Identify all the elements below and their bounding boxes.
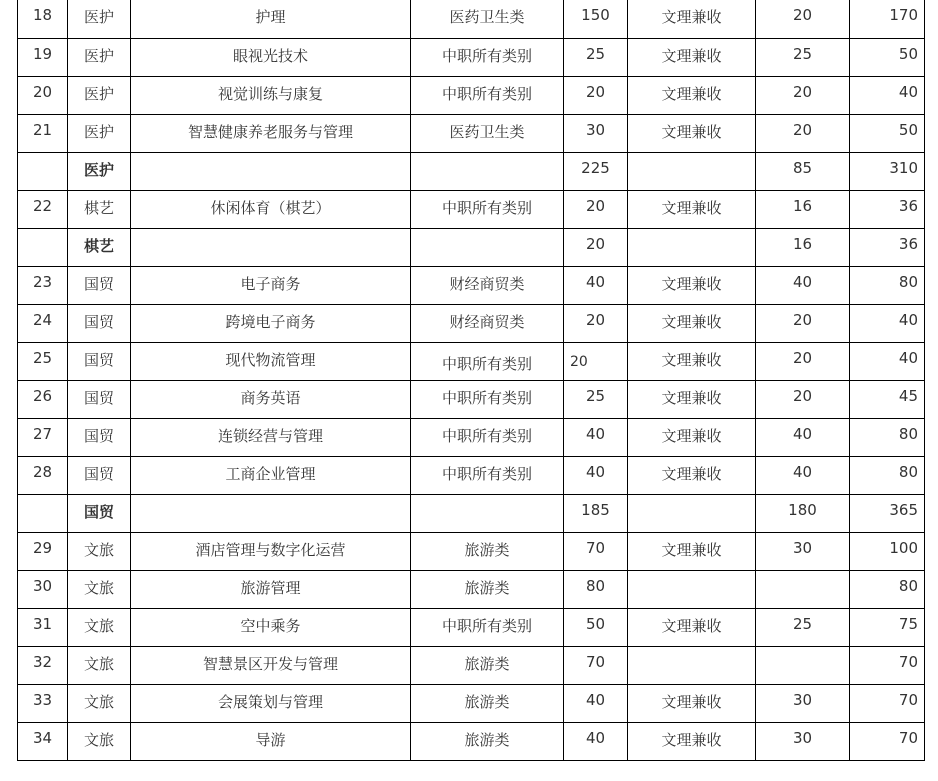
- cell-total: 170: [850, 0, 925, 38]
- cell-major-name: 智慧景区开发与管理: [131, 646, 411, 684]
- cell-serial-number: 25: [18, 342, 68, 380]
- cell-subject-scope: 文理兼收: [628, 38, 756, 76]
- cell-major-name: 工商企业管理: [131, 456, 411, 494]
- cell-plan-count-b: 30: [756, 684, 850, 722]
- table-row: [18, 684, 925, 722]
- cell-department: 国贸: [68, 418, 131, 456]
- cell-major-name: 跨境电子商务: [131, 304, 411, 342]
- cell-major-name: [131, 494, 411, 532]
- cell-major-name: 空中乘务: [131, 608, 411, 646]
- cell-subject-scope: 文理兼收: [628, 380, 756, 418]
- cell-total: 80: [850, 570, 925, 608]
- table-row: [18, 0, 925, 38]
- cell-major-name: 眼视光技术: [131, 38, 411, 76]
- cell-subject-scope: [628, 646, 756, 684]
- cell-subject-scope: [628, 152, 756, 190]
- cell-serial-number: [18, 494, 68, 532]
- table-row: [18, 646, 925, 684]
- cell-serial-number: 33: [18, 684, 68, 722]
- cell-subject-scope: [628, 494, 756, 532]
- cell-subject-scope: 文理兼收: [628, 190, 756, 228]
- cell-department: 国贸: [68, 380, 131, 418]
- cell-serial-number: 18: [18, 0, 68, 38]
- cell-total: 40: [850, 76, 925, 114]
- cell-total: 45: [850, 380, 925, 418]
- cell-subject-scope: 文理兼收: [628, 304, 756, 342]
- cell-plan-count-b: 30: [756, 532, 850, 570]
- cell-plan-count-b: 40: [756, 266, 850, 304]
- cell-enroll-category: [411, 228, 564, 266]
- cell-plan-count-a: 40: [564, 722, 628, 760]
- cell-enroll-category: 中职所有类别: [411, 456, 564, 494]
- cell-total: 70: [850, 684, 925, 722]
- cell-enroll-category: [411, 152, 564, 190]
- cell-department: 棋艺: [68, 190, 131, 228]
- table-row: [18, 380, 925, 418]
- cell-plan-count-b: 20: [756, 380, 850, 418]
- cell-major-name: [131, 152, 411, 190]
- cell-plan-count-a: 20: [564, 342, 628, 380]
- cell-plan-count-b: [756, 646, 850, 684]
- cell-major-name: 智慧健康养老服务与管理: [131, 114, 411, 152]
- table-row: [18, 190, 925, 228]
- cell-subject-scope: 文理兼收: [628, 0, 756, 38]
- cell-plan-count-a: 20: [564, 76, 628, 114]
- cell-total: 36: [850, 228, 925, 266]
- cell-total: 100: [850, 532, 925, 570]
- cell-subject-scope: 文理兼收: [628, 608, 756, 646]
- cell-plan-count-a: 50: [564, 608, 628, 646]
- cell-department: 国贸: [68, 494, 131, 532]
- cell-plan-count-b: 25: [756, 608, 850, 646]
- cell-plan-count-a: 185: [564, 494, 628, 532]
- table-row: [18, 76, 925, 114]
- cell-department: 医护: [68, 0, 131, 38]
- cell-major-name: 视觉训练与康复: [131, 76, 411, 114]
- table-row: [18, 38, 925, 76]
- cell-plan-count-b: 85: [756, 152, 850, 190]
- cell-department: 文旅: [68, 608, 131, 646]
- cell-major-name: 导游: [131, 722, 411, 760]
- cell-enroll-category: 财经商贸类: [411, 304, 564, 342]
- table-body: [18, 0, 925, 760]
- cell-subject-scope: 文理兼收: [628, 456, 756, 494]
- cell-department: 文旅: [68, 684, 131, 722]
- cell-enroll-category: 旅游类: [411, 684, 564, 722]
- cell-enroll-category: 中职所有类别: [411, 380, 564, 418]
- cell-total: 70: [850, 722, 925, 760]
- cell-plan-count-a: 20: [564, 304, 628, 342]
- cell-major-name: 会展策划与管理: [131, 684, 411, 722]
- cell-serial-number: [18, 228, 68, 266]
- cell-total: 50: [850, 38, 925, 76]
- cell-serial-number: 28: [18, 456, 68, 494]
- subtotal-row: [18, 152, 925, 190]
- cell-department: 国贸: [68, 342, 131, 380]
- cell-subject-scope: 文理兼收: [628, 722, 756, 760]
- cell-department: 国贸: [68, 266, 131, 304]
- cell-department: 国贸: [68, 456, 131, 494]
- cell-plan-count-a: 70: [564, 532, 628, 570]
- table-row: [18, 418, 925, 456]
- cell-major-name: 商务英语: [131, 380, 411, 418]
- cell-major-name: 护理: [131, 0, 411, 38]
- table-row: [18, 608, 925, 646]
- enrollment-plan-table: [17, 0, 925, 761]
- cell-total: 80: [850, 266, 925, 304]
- cell-plan-count-a: 70: [564, 646, 628, 684]
- cell-plan-count-b: 16: [756, 190, 850, 228]
- cell-plan-count-a: 25: [564, 380, 628, 418]
- cell-major-name: 连锁经营与管理: [131, 418, 411, 456]
- cell-department: 文旅: [68, 646, 131, 684]
- cell-plan-count-a: 25: [564, 38, 628, 76]
- cell-plan-count-b: [756, 570, 850, 608]
- table-row: [18, 722, 925, 760]
- cell-enroll-category: 财经商贸类: [411, 266, 564, 304]
- cell-total: 40: [850, 304, 925, 342]
- table-row: [18, 532, 925, 570]
- cell-total: 365: [850, 494, 925, 532]
- cell-serial-number: 31: [18, 608, 68, 646]
- cell-subject-scope: 文理兼收: [628, 76, 756, 114]
- cell-enroll-category: 中职所有类别: [411, 608, 564, 646]
- cell-serial-number: 24: [18, 304, 68, 342]
- table-row: [18, 304, 925, 342]
- cell-plan-count-a: 40: [564, 266, 628, 304]
- cell-enroll-category: 中职所有类别: [411, 76, 564, 114]
- cell-plan-count-b: 20: [756, 304, 850, 342]
- cell-major-name: 现代物流管理: [131, 342, 411, 380]
- cell-plan-count-a: 40: [564, 684, 628, 722]
- cell-total: 36: [850, 190, 925, 228]
- cell-plan-count-b: 25: [756, 38, 850, 76]
- cell-serial-number: 21: [18, 114, 68, 152]
- cell-plan-count-a: 225: [564, 152, 628, 190]
- cell-enroll-category: 中职所有类别: [411, 418, 564, 456]
- cell-serial-number: 29: [18, 532, 68, 570]
- cell-department: 国贸: [68, 304, 131, 342]
- cell-subject-scope: 文理兼收: [628, 114, 756, 152]
- cell-plan-count-a: 150: [564, 0, 628, 38]
- cell-plan-count-a: 40: [564, 456, 628, 494]
- cell-major-name: 酒店管理与数字化运营: [131, 532, 411, 570]
- cell-enroll-category: 医药卫生类: [411, 114, 564, 152]
- cell-department: 医护: [68, 152, 131, 190]
- cell-enroll-category: 旅游类: [411, 570, 564, 608]
- cell-serial-number: 34: [18, 722, 68, 760]
- cell-enroll-category: 旅游类: [411, 532, 564, 570]
- cell-major-name: 旅游管理: [131, 570, 411, 608]
- cell-plan-count-a: 20: [564, 228, 628, 266]
- cell-serial-number: [18, 152, 68, 190]
- enrollment-table-container: [17, 0, 925, 761]
- cell-plan-count-b: 20: [756, 76, 850, 114]
- cell-serial-number: 19: [18, 38, 68, 76]
- cell-total: 50: [850, 114, 925, 152]
- cell-major-name: 电子商务: [131, 266, 411, 304]
- cell-department: 医护: [68, 76, 131, 114]
- cell-plan-count-b: 20: [756, 0, 850, 38]
- cell-department: 医护: [68, 38, 131, 76]
- cell-department: 棋艺: [68, 228, 131, 266]
- cell-total: 310: [850, 152, 925, 190]
- cell-total: 80: [850, 418, 925, 456]
- cell-plan-count-b: 16: [756, 228, 850, 266]
- cell-enroll-category: 中职所有类别: [411, 342, 564, 380]
- cell-serial-number: 22: [18, 190, 68, 228]
- cell-department: 医护: [68, 114, 131, 152]
- cell-serial-number: 20: [18, 76, 68, 114]
- cell-enroll-category: 医药卫生类: [411, 0, 564, 38]
- cell-enroll-category: 旅游类: [411, 722, 564, 760]
- cell-subject-scope: 文理兼收: [628, 342, 756, 380]
- cell-plan-count-a: 80: [564, 570, 628, 608]
- cell-enroll-category: [411, 494, 564, 532]
- table-row: [18, 342, 925, 380]
- cell-plan-count-b: 30: [756, 722, 850, 760]
- cell-plan-count-a: 40: [564, 418, 628, 456]
- cell-plan-count-a: 20: [564, 190, 628, 228]
- cell-department: 文旅: [68, 570, 131, 608]
- cell-plan-count-a: 30: [564, 114, 628, 152]
- cell-total: 80: [850, 456, 925, 494]
- cell-major-name: [131, 228, 411, 266]
- cell-plan-count-b: 20: [756, 342, 850, 380]
- table-row: [18, 456, 925, 494]
- cell-enroll-category: 旅游类: [411, 646, 564, 684]
- cell-subject-scope: [628, 228, 756, 266]
- subtotal-row: [18, 228, 925, 266]
- cell-enroll-category: 中职所有类别: [411, 38, 564, 76]
- cell-major-name: 休闲体育（棋艺）: [131, 190, 411, 228]
- cell-total: 75: [850, 608, 925, 646]
- table-row: [18, 114, 925, 152]
- cell-subject-scope: 文理兼收: [628, 418, 756, 456]
- table-row: [18, 570, 925, 608]
- cell-subject-scope: 文理兼收: [628, 266, 756, 304]
- cell-serial-number: 27: [18, 418, 68, 456]
- subtotal-row: [18, 494, 925, 532]
- cell-plan-count-b: 180: [756, 494, 850, 532]
- cell-department: 文旅: [68, 722, 131, 760]
- cell-serial-number: 23: [18, 266, 68, 304]
- cell-subject-scope: 文理兼收: [628, 532, 756, 570]
- table-row: [18, 266, 925, 304]
- cell-subject-scope: [628, 570, 756, 608]
- cell-total: 40: [850, 342, 925, 380]
- cell-serial-number: 30: [18, 570, 68, 608]
- cell-plan-count-b: 40: [756, 418, 850, 456]
- cell-serial-number: 32: [18, 646, 68, 684]
- cell-subject-scope: 文理兼收: [628, 684, 756, 722]
- cell-plan-count-b: 20: [756, 114, 850, 152]
- cell-department: 文旅: [68, 532, 131, 570]
- cell-enroll-category: 中职所有类别: [411, 190, 564, 228]
- cell-plan-count-b: 40: [756, 456, 850, 494]
- cell-serial-number: 26: [18, 380, 68, 418]
- cell-total: 70: [850, 646, 925, 684]
